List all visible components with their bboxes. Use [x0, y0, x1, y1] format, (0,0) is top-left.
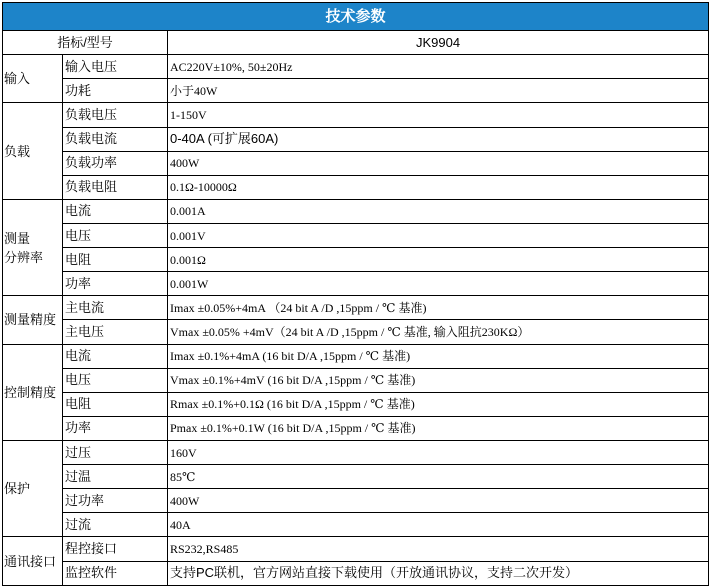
param-value: 0.001Ω	[168, 248, 709, 272]
group-resolution	[3, 199, 63, 295]
table-row	[3, 296, 709, 320]
table-row	[3, 320, 709, 344]
spec-table	[2, 2, 709, 586]
param-value: 0.001W	[168, 272, 709, 296]
param-value: 85℃	[168, 465, 709, 489]
table-row	[3, 272, 709, 296]
param-name: 监控软件	[63, 561, 168, 585]
table-row	[3, 248, 709, 272]
param-value: 0.1Ω-10000Ω	[168, 175, 709, 199]
param-value: 支持PC联机，官方网站直接下载使用（开放通讯协议，支持二次开发）	[168, 561, 709, 585]
param-value: 0.001V	[168, 224, 709, 248]
param-name: 电压	[63, 368, 168, 392]
param-value: RS232,RS485	[168, 537, 709, 561]
param-name: 过温	[63, 465, 168, 489]
group-communication: 通讯接口	[3, 537, 63, 586]
table-row	[3, 55, 709, 79]
param-name: 过功率	[63, 489, 168, 513]
table-row	[3, 151, 709, 175]
header-model: JK9904	[168, 31, 709, 55]
param-value: 0.001A	[168, 199, 709, 223]
param-name: 电阻	[63, 392, 168, 416]
param-value: Imax ±0.1%+4mA (16 bit D/A ,15ppm / ℃ 基准)	[168, 344, 709, 368]
param-name: 负载电阻	[63, 175, 168, 199]
param-name: 电流	[63, 344, 168, 368]
table-row	[3, 416, 709, 440]
table-row	[3, 103, 709, 127]
param-name: 功耗	[63, 79, 168, 103]
table-row	[3, 175, 709, 199]
table-row	[3, 224, 709, 248]
table-row	[3, 441, 709, 465]
param-name: 负载功率	[63, 151, 168, 175]
param-value: 40A	[168, 513, 709, 537]
table-row	[3, 392, 709, 416]
title-row	[3, 3, 709, 31]
group-control-accuracy: 控制精度	[3, 344, 63, 440]
param-value: 1-150V	[168, 103, 709, 127]
group-protection: 保护	[3, 441, 63, 537]
table-row	[3, 465, 709, 489]
param-name: 电阻	[63, 248, 168, 272]
param-name: 功率	[63, 272, 168, 296]
group-measure-accuracy: 测量精度	[3, 296, 63, 344]
header-row	[3, 31, 709, 55]
group-load: 负载	[3, 103, 63, 199]
param-name: 主电压	[63, 320, 168, 344]
header-label: 指标/型号	[3, 31, 168, 55]
param-value: Vmax ±0.1%+4mV (16 bit D/A ,15ppm / ℃ 基准)	[168, 368, 709, 392]
param-value: 小于40W	[168, 79, 709, 103]
table-row	[3, 368, 709, 392]
table-row	[3, 561, 709, 585]
param-name: 电压	[63, 224, 168, 248]
param-name: 程控接口	[63, 537, 168, 561]
param-value: 400W	[168, 151, 709, 175]
param-value: 400W	[168, 489, 709, 513]
param-value: 160V	[168, 441, 709, 465]
table-row	[3, 537, 709, 561]
param-name: 负载电流	[63, 127, 168, 151]
param-name: 功率	[63, 416, 168, 440]
param-value: Pmax ±0.1%+0.1W (16 bit D/A ,15ppm / ℃ 基准)	[168, 416, 709, 440]
param-name: 过压	[63, 441, 168, 465]
param-name: 负载电压	[63, 103, 168, 127]
table-row	[3, 489, 709, 513]
param-value: 0-40A (可扩展60A)	[168, 127, 709, 151]
table-row	[3, 79, 709, 103]
param-name: 输入电压	[63, 55, 168, 79]
param-value: Vmax ±0.05% +4mV（24 bit A /D ,15ppm / ℃ 基准, 输入阻抗230KΩ）	[168, 320, 709, 344]
group-resolution-line2: 分辨率	[4, 249, 44, 265]
param-name: 过流	[63, 513, 168, 537]
group-input: 输入	[3, 55, 63, 103]
param-value: Imax ±0.05%+4mA （24 bit A /D ,15ppm / ℃ 基准)	[168, 296, 709, 320]
table-row	[3, 513, 709, 537]
table-row	[3, 344, 709, 368]
table-row	[3, 127, 709, 151]
table-title: 技术参数	[3, 3, 709, 31]
param-value: AC220V±10%, 50±20Hz	[168, 55, 709, 79]
param-value: Rmax ±0.1%+0.1Ω (16 bit D/A ,15ppm / ℃ 基准)	[168, 392, 709, 416]
param-name: 电流	[63, 199, 168, 223]
table-row	[3, 199, 709, 223]
group-resolution-line1: 测量	[4, 230, 31, 246]
param-name: 主电流	[63, 296, 168, 320]
